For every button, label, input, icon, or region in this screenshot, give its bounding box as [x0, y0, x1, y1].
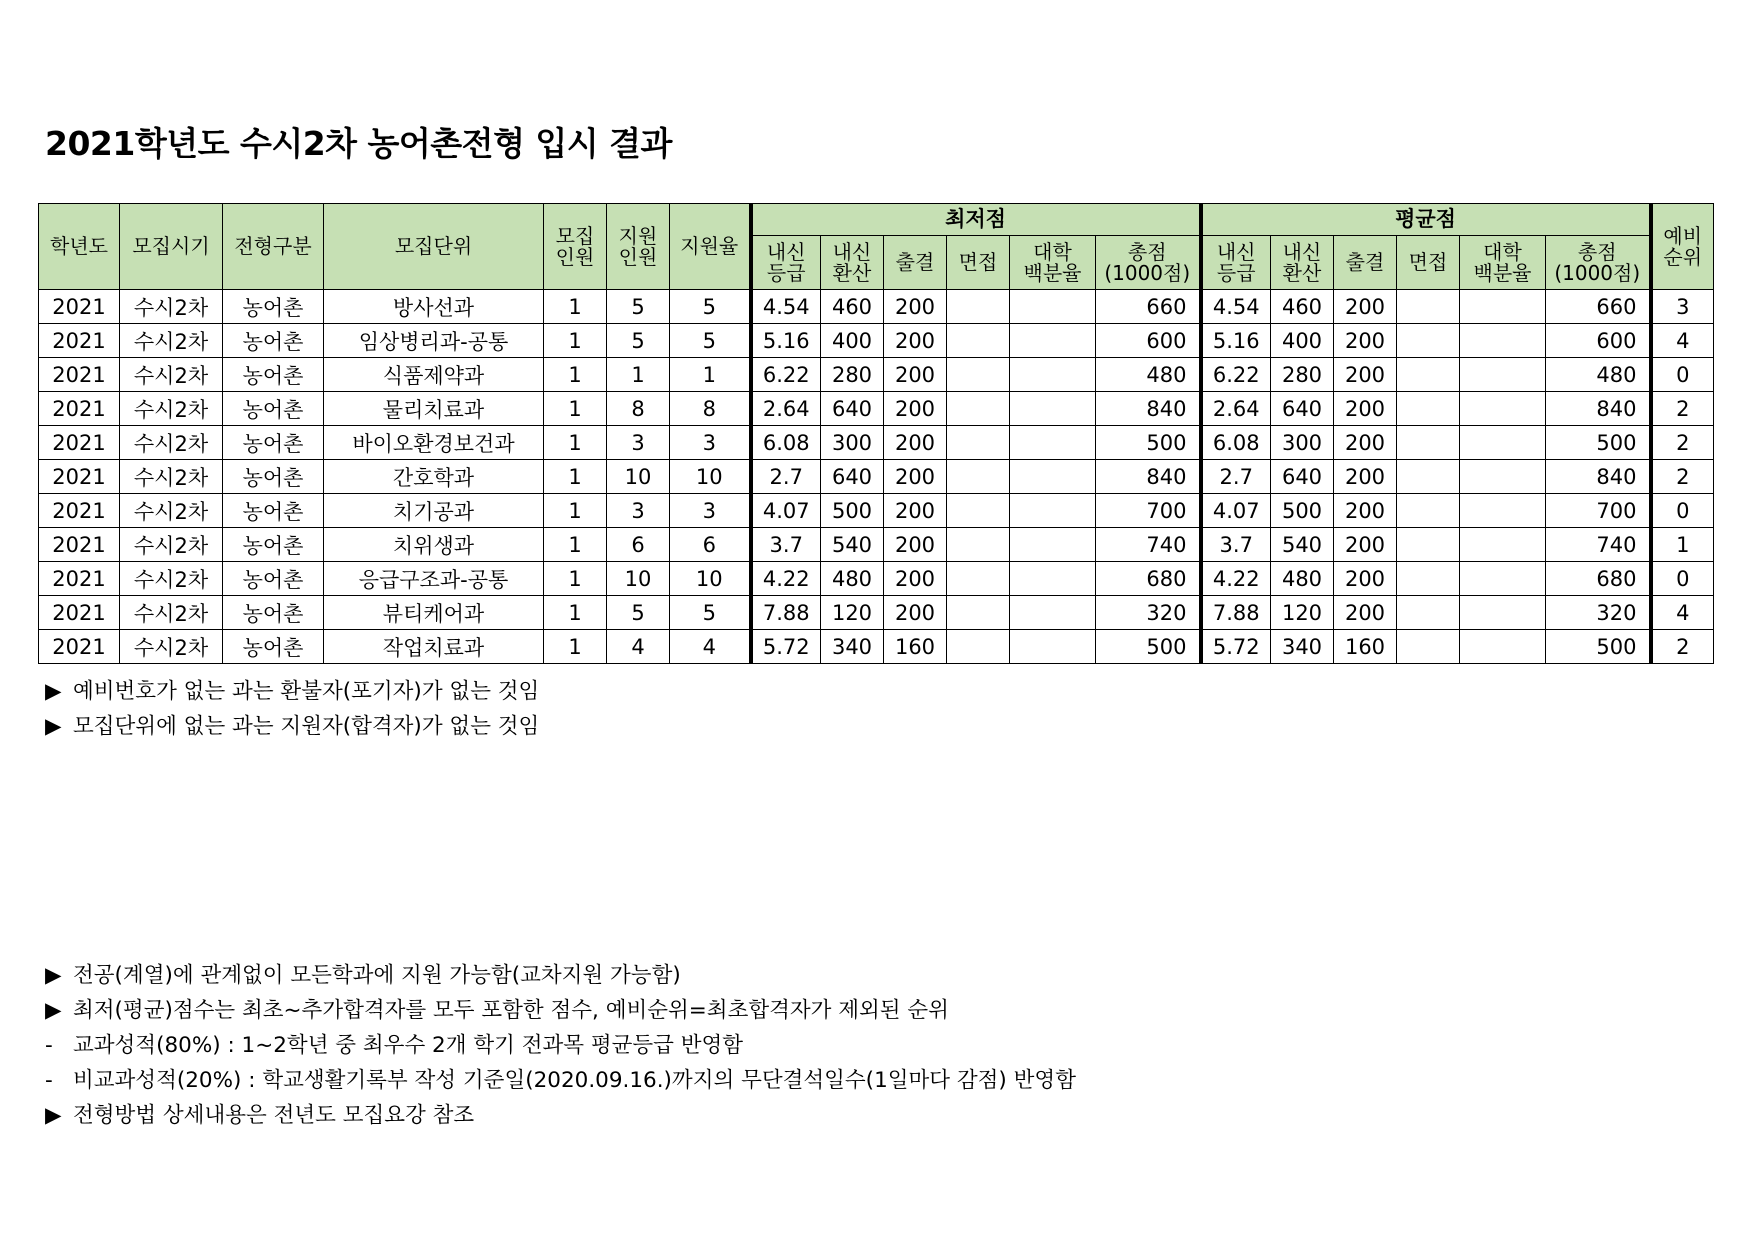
- cell-min-grade: 7.88: [751, 596, 821, 630]
- cell-min-att: 200: [884, 324, 947, 358]
- cell-min-int: [947, 494, 1010, 528]
- triangle-bullet-icon: ▶: [45, 714, 62, 739]
- cell-year: 2021: [39, 460, 120, 494]
- cell-min-conv: 540: [821, 528, 884, 562]
- cell-unit: 방사선과: [324, 290, 544, 324]
- cell-avg-grade: 5.72: [1201, 630, 1271, 664]
- cell-unit: 식품제약과: [324, 358, 544, 392]
- note-text: 비교과성적(20%) : 학교생활기록부 작성 기준일(2020.09.16.)까지의 무단결석일수(1일마다 감점) 반영함: [73, 1068, 1076, 1093]
- cell-min-att: 200: [884, 460, 947, 494]
- cell-avg-conv: 500: [1271, 494, 1334, 528]
- cell-year: 2021: [39, 358, 120, 392]
- cell-year: 2021: [39, 528, 120, 562]
- table-row: [39, 358, 1714, 392]
- cell-avg-att: 200: [1334, 562, 1397, 596]
- results-table: [38, 203, 1714, 664]
- cell-avg-int: [1397, 324, 1460, 358]
- cell-quota: 1: [544, 562, 607, 596]
- cell-period: 수시2차: [120, 324, 223, 358]
- cell-avg-int: [1397, 290, 1460, 324]
- cell-avg-conv: 640: [1271, 460, 1334, 494]
- cell-min-total: 680: [1096, 562, 1201, 596]
- cell-quota: 1: [544, 358, 607, 392]
- header-min-converted: 내신 환산: [821, 236, 884, 290]
- cell-avg-pct: [1460, 528, 1546, 562]
- table-row: [39, 630, 1714, 664]
- cell-type: 농어촌: [223, 324, 324, 358]
- cell-avg-att: 200: [1334, 358, 1397, 392]
- cell-avg-grade: 5.16: [1201, 324, 1271, 358]
- cell-avg-grade: 6.08: [1201, 426, 1271, 460]
- cell-reserve: 2: [1651, 392, 1714, 426]
- cell-min-total: 480: [1096, 358, 1201, 392]
- triangle-bullet-icon: ▶: [45, 679, 62, 704]
- cell-avg-att: 200: [1334, 324, 1397, 358]
- cell-min-int: [947, 392, 1010, 426]
- cell-avg-pct: [1460, 596, 1546, 630]
- cell-ratio: 5: [670, 324, 751, 358]
- cell-applicants: 4: [607, 630, 670, 664]
- header-reserve: 예비 순위: [1651, 204, 1714, 290]
- cell-quota: 1: [544, 596, 607, 630]
- cell-avg-pct: [1460, 358, 1546, 392]
- cell-avg-int: [1397, 494, 1460, 528]
- cell-type: 농어촌: [223, 494, 324, 528]
- header-type: 전형구분: [223, 204, 324, 290]
- cell-avg-grade: 4.22: [1201, 562, 1271, 596]
- cell-ratio: 1: [670, 358, 751, 392]
- cell-quota: 1: [544, 630, 607, 664]
- triangle-bullet-icon: ▶: [45, 963, 62, 988]
- cell-year: 2021: [39, 630, 120, 664]
- cell-min-att: 200: [884, 290, 947, 324]
- cell-avg-total: 840: [1546, 392, 1651, 426]
- table-row: [39, 528, 1714, 562]
- note-line: [45, 958, 681, 989]
- table-body: [39, 290, 1714, 664]
- dash-marker: -: [45, 1068, 53, 1093]
- cell-reserve: 2: [1651, 460, 1714, 494]
- cell-avg-total: 320: [1546, 596, 1651, 630]
- cell-unit: 치기공과: [324, 494, 544, 528]
- cell-avg-grade: 2.64: [1201, 392, 1271, 426]
- triangle-bullet-icon: ▶: [45, 998, 62, 1023]
- cell-min-int: [947, 290, 1010, 324]
- cell-avg-total: 840: [1546, 460, 1651, 494]
- cell-avg-total: 700: [1546, 494, 1651, 528]
- cell-type: 농어촌: [223, 290, 324, 324]
- cell-min-att: 200: [884, 562, 947, 596]
- cell-min-int: [947, 562, 1010, 596]
- cell-avg-conv: 480: [1271, 562, 1334, 596]
- cell-min-total: 840: [1096, 460, 1201, 494]
- cell-period: 수시2차: [120, 426, 223, 460]
- cell-avg-int: [1397, 426, 1460, 460]
- cell-type: 농어촌: [223, 426, 324, 460]
- cell-avg-total: 480: [1546, 358, 1651, 392]
- cell-min-total: 500: [1096, 630, 1201, 664]
- header-min-grade: 내신 등급: [751, 236, 821, 290]
- cell-year: 2021: [39, 562, 120, 596]
- cell-quota: 1: [544, 460, 607, 494]
- cell-reserve: 0: [1651, 494, 1714, 528]
- cell-min-att: 200: [884, 528, 947, 562]
- cell-applicants: 3: [607, 426, 670, 460]
- cell-min-int: [947, 358, 1010, 392]
- cell-unit: 임상병리과-공통: [324, 324, 544, 358]
- table-row: [39, 392, 1714, 426]
- cell-type: 농어촌: [223, 358, 324, 392]
- cell-reserve: 4: [1651, 324, 1714, 358]
- note-line: [45, 674, 539, 705]
- cell-period: 수시2차: [120, 290, 223, 324]
- cell-min-total: 660: [1096, 290, 1201, 324]
- cell-avg-int: [1397, 358, 1460, 392]
- cell-avg-total: 740: [1546, 528, 1651, 562]
- cell-avg-conv: 460: [1271, 290, 1334, 324]
- table-row: [39, 290, 1714, 324]
- cell-year: 2021: [39, 324, 120, 358]
- note-text: 전형방법 상세내용은 전년도 모집요강 참조: [73, 1103, 475, 1128]
- cell-avg-pct: [1460, 426, 1546, 460]
- cell-period: 수시2차: [120, 596, 223, 630]
- cell-reserve: 4: [1651, 596, 1714, 630]
- cell-avg-total: 500: [1546, 426, 1651, 460]
- cell-unit: 간호학과: [324, 460, 544, 494]
- cell-min-pct: [1010, 358, 1096, 392]
- cell-avg-att: 200: [1334, 426, 1397, 460]
- cell-min-total: 600: [1096, 324, 1201, 358]
- cell-avg-pct: [1460, 630, 1546, 664]
- cell-applicants: 6: [607, 528, 670, 562]
- cell-quota: 1: [544, 494, 607, 528]
- cell-avg-conv: 540: [1271, 528, 1334, 562]
- note-line: [45, 1028, 743, 1059]
- cell-ratio: 3: [670, 494, 751, 528]
- cell-reserve: 3: [1651, 290, 1714, 324]
- cell-ratio: 4: [670, 630, 751, 664]
- cell-avg-pct: [1460, 290, 1546, 324]
- cell-period: 수시2차: [120, 528, 223, 562]
- cell-reserve: 2: [1651, 630, 1714, 664]
- cell-avg-pct: [1460, 562, 1546, 596]
- dash-marker: -: [45, 1033, 53, 1058]
- cell-avg-conv: 340: [1271, 630, 1334, 664]
- cell-year: 2021: [39, 426, 120, 460]
- cell-min-grade: 2.64: [751, 392, 821, 426]
- header-min-attendance: 출결: [884, 236, 947, 290]
- cell-avg-int: [1397, 392, 1460, 426]
- cell-min-conv: 300: [821, 426, 884, 460]
- cell-applicants: 5: [607, 290, 670, 324]
- cell-min-total: 700: [1096, 494, 1201, 528]
- cell-applicants: 10: [607, 460, 670, 494]
- cell-avg-att: 200: [1334, 460, 1397, 494]
- cell-year: 2021: [39, 494, 120, 528]
- page-title: 2021학년도 수시2차 농어촌전형 입시 결과: [45, 124, 672, 163]
- cell-quota: 1: [544, 290, 607, 324]
- cell-min-conv: 640: [821, 460, 884, 494]
- cell-quota: 1: [544, 324, 607, 358]
- header-avg-grade: 내신 등급: [1201, 236, 1271, 290]
- cell-min-total: 320: [1096, 596, 1201, 630]
- cell-min-att: 200: [884, 358, 947, 392]
- cell-ratio: 10: [670, 460, 751, 494]
- cell-quota: 1: [544, 528, 607, 562]
- header-min-total: 총점 (1000점): [1096, 236, 1201, 290]
- cell-period: 수시2차: [120, 494, 223, 528]
- header-group-min: 최저점: [751, 204, 1201, 236]
- cell-avg-pct: [1460, 494, 1546, 528]
- cell-min-grade: 4.54: [751, 290, 821, 324]
- cell-min-pct: [1010, 630, 1096, 664]
- cell-min-total: 840: [1096, 392, 1201, 426]
- cell-ratio: 10: [670, 562, 751, 596]
- note-line: [45, 993, 949, 1024]
- cell-min-pct: [1010, 324, 1096, 358]
- cell-ratio: 5: [670, 290, 751, 324]
- cell-ratio: 6: [670, 528, 751, 562]
- header-avg-attendance: 출결: [1334, 236, 1397, 290]
- cell-unit: 응급구조과-공통: [324, 562, 544, 596]
- cell-min-conv: 460: [821, 290, 884, 324]
- cell-min-pct: [1010, 596, 1096, 630]
- cell-avg-grade: 7.88: [1201, 596, 1271, 630]
- cell-avg-pct: [1460, 324, 1546, 358]
- cell-min-total: 740: [1096, 528, 1201, 562]
- cell-applicants: 5: [607, 596, 670, 630]
- header-group-avg: 평균점: [1201, 204, 1651, 236]
- note-text: 모집단위에 없는 과는 지원자(합격자)가 없는 것임: [73, 714, 540, 739]
- note-text: 최저(평균)점수는 최초~추가합격자를 모두 포함한 점수, 예비순위=최초합격자가 제외된 순위: [73, 998, 949, 1023]
- cell-ratio: 8: [670, 392, 751, 426]
- cell-avg-conv: 300: [1271, 426, 1334, 460]
- cell-reserve: 2: [1651, 426, 1714, 460]
- cell-min-grade: 5.72: [751, 630, 821, 664]
- cell-period: 수시2차: [120, 562, 223, 596]
- cell-avg-grade: 6.22: [1201, 358, 1271, 392]
- cell-min-att: 200: [884, 392, 947, 426]
- table-row: [39, 426, 1714, 460]
- cell-type: 농어촌: [223, 392, 324, 426]
- cell-min-int: [947, 528, 1010, 562]
- cell-min-conv: 640: [821, 392, 884, 426]
- cell-avg-att: 160: [1334, 630, 1397, 664]
- cell-period: 수시2차: [120, 358, 223, 392]
- cell-avg-att: 200: [1334, 528, 1397, 562]
- cell-applicants: 10: [607, 562, 670, 596]
- cell-unit: 물리치료과: [324, 392, 544, 426]
- header-quota: 모집 인원: [544, 204, 607, 290]
- cell-min-int: [947, 324, 1010, 358]
- cell-avg-att: 200: [1334, 392, 1397, 426]
- note-line: [45, 1098, 474, 1129]
- cell-type: 농어촌: [223, 630, 324, 664]
- cell-avg-conv: 640: [1271, 392, 1334, 426]
- cell-min-conv: 340: [821, 630, 884, 664]
- cell-ratio: 3: [670, 426, 751, 460]
- cell-unit: 작업치료과: [324, 630, 544, 664]
- cell-avg-grade: 4.54: [1201, 290, 1271, 324]
- cell-min-conv: 500: [821, 494, 884, 528]
- table-row: [39, 324, 1714, 358]
- header-unit: 모집단위: [324, 204, 544, 290]
- cell-type: 농어촌: [223, 562, 324, 596]
- cell-applicants: 5: [607, 324, 670, 358]
- cell-min-conv: 120: [821, 596, 884, 630]
- cell-min-grade: 3.7: [751, 528, 821, 562]
- cell-min-int: [947, 630, 1010, 664]
- cell-min-int: [947, 460, 1010, 494]
- cell-min-grade: 4.22: [751, 562, 821, 596]
- header-avg-interview: 면접: [1397, 236, 1460, 290]
- cell-avg-grade: 3.7: [1201, 528, 1271, 562]
- header-min-percentile: 대학 백분율: [1010, 236, 1096, 290]
- cell-avg-total: 500: [1546, 630, 1651, 664]
- cell-min-pct: [1010, 426, 1096, 460]
- cell-unit: 바이오환경보건과: [324, 426, 544, 460]
- cell-min-conv: 480: [821, 562, 884, 596]
- cell-year: 2021: [39, 596, 120, 630]
- cell-min-pct: [1010, 562, 1096, 596]
- triangle-bullet-icon: ▶: [45, 1103, 62, 1128]
- header-avg-total: 총점 (1000점): [1546, 236, 1651, 290]
- cell-avg-int: [1397, 562, 1460, 596]
- cell-min-grade: 6.22: [751, 358, 821, 392]
- header-period: 모집시기: [120, 204, 223, 290]
- cell-min-pct: [1010, 528, 1096, 562]
- table-row: [39, 460, 1714, 494]
- header-year: 학년도: [39, 204, 120, 290]
- cell-avg-int: [1397, 630, 1460, 664]
- cell-unit: 뷰티케어과: [324, 596, 544, 630]
- header-applicants: 지원 인원: [607, 204, 670, 290]
- cell-min-pct: [1010, 290, 1096, 324]
- cell-avg-att: 200: [1334, 596, 1397, 630]
- note-text: 예비번호가 없는 과는 환불자(포기자)가 없는 것임: [73, 679, 540, 704]
- cell-min-conv: 400: [821, 324, 884, 358]
- cell-min-pct: [1010, 392, 1096, 426]
- table-row: [39, 494, 1714, 528]
- cell-reserve: 0: [1651, 562, 1714, 596]
- cell-avg-grade: 4.07: [1201, 494, 1271, 528]
- cell-reserve: 0: [1651, 358, 1714, 392]
- cell-ratio: 5: [670, 596, 751, 630]
- cell-avg-int: [1397, 528, 1460, 562]
- cell-min-conv: 280: [821, 358, 884, 392]
- cell-avg-grade: 2.7: [1201, 460, 1271, 494]
- cell-type: 농어촌: [223, 528, 324, 562]
- cell-period: 수시2차: [120, 460, 223, 494]
- cell-min-att: 200: [884, 596, 947, 630]
- cell-year: 2021: [39, 392, 120, 426]
- cell-applicants: 3: [607, 494, 670, 528]
- cell-avg-pct: [1460, 392, 1546, 426]
- header-avg-percentile: 대학 백분율: [1460, 236, 1546, 290]
- cell-min-pct: [1010, 460, 1096, 494]
- cell-quota: 1: [544, 392, 607, 426]
- cell-min-att: 160: [884, 630, 947, 664]
- cell-min-int: [947, 426, 1010, 460]
- note-line: [45, 709, 539, 740]
- cell-min-total: 500: [1096, 426, 1201, 460]
- cell-unit: 치위생과: [324, 528, 544, 562]
- cell-min-int: [947, 596, 1010, 630]
- cell-min-grade: 2.7: [751, 460, 821, 494]
- cell-min-grade: 6.08: [751, 426, 821, 460]
- cell-year: 2021: [39, 290, 120, 324]
- cell-avg-conv: 280: [1271, 358, 1334, 392]
- cell-min-grade: 5.16: [751, 324, 821, 358]
- cell-min-pct: [1010, 494, 1096, 528]
- header-min-interview: 면접: [947, 236, 1010, 290]
- cell-type: 농어촌: [223, 596, 324, 630]
- cell-avg-att: 200: [1334, 290, 1397, 324]
- header-avg-converted: 내신 환산: [1271, 236, 1334, 290]
- cell-avg-pct: [1460, 460, 1546, 494]
- cell-quota: 1: [544, 426, 607, 460]
- cell-avg-total: 660: [1546, 290, 1651, 324]
- cell-min-grade: 4.07: [751, 494, 821, 528]
- cell-avg-att: 200: [1334, 494, 1397, 528]
- cell-avg-total: 600: [1546, 324, 1651, 358]
- cell-avg-total: 680: [1546, 562, 1651, 596]
- cell-min-att: 200: [884, 426, 947, 460]
- note-text: 교과성적(80%) : 1~2학년 중 최우수 2개 학기 전과목 평균등급 반영함: [73, 1033, 744, 1058]
- table-row: [39, 562, 1714, 596]
- cell-period: 수시2차: [120, 392, 223, 426]
- cell-applicants: 1: [607, 358, 670, 392]
- table-row: [39, 596, 1714, 630]
- cell-applicants: 8: [607, 392, 670, 426]
- cell-avg-int: [1397, 460, 1460, 494]
- cell-avg-conv: 400: [1271, 324, 1334, 358]
- cell-avg-conv: 120: [1271, 596, 1334, 630]
- cell-reserve: 1: [1651, 528, 1714, 562]
- cell-min-att: 200: [884, 494, 947, 528]
- cell-type: 농어촌: [223, 460, 324, 494]
- note-text: 전공(계열)에 관계없이 모든학과에 지원 가능함(교차지원 가능함): [73, 963, 681, 988]
- header-ratio: 지원율: [670, 204, 751, 290]
- cell-avg-int: [1397, 596, 1460, 630]
- cell-period: 수시2차: [120, 630, 223, 664]
- note-line: [45, 1063, 1076, 1094]
